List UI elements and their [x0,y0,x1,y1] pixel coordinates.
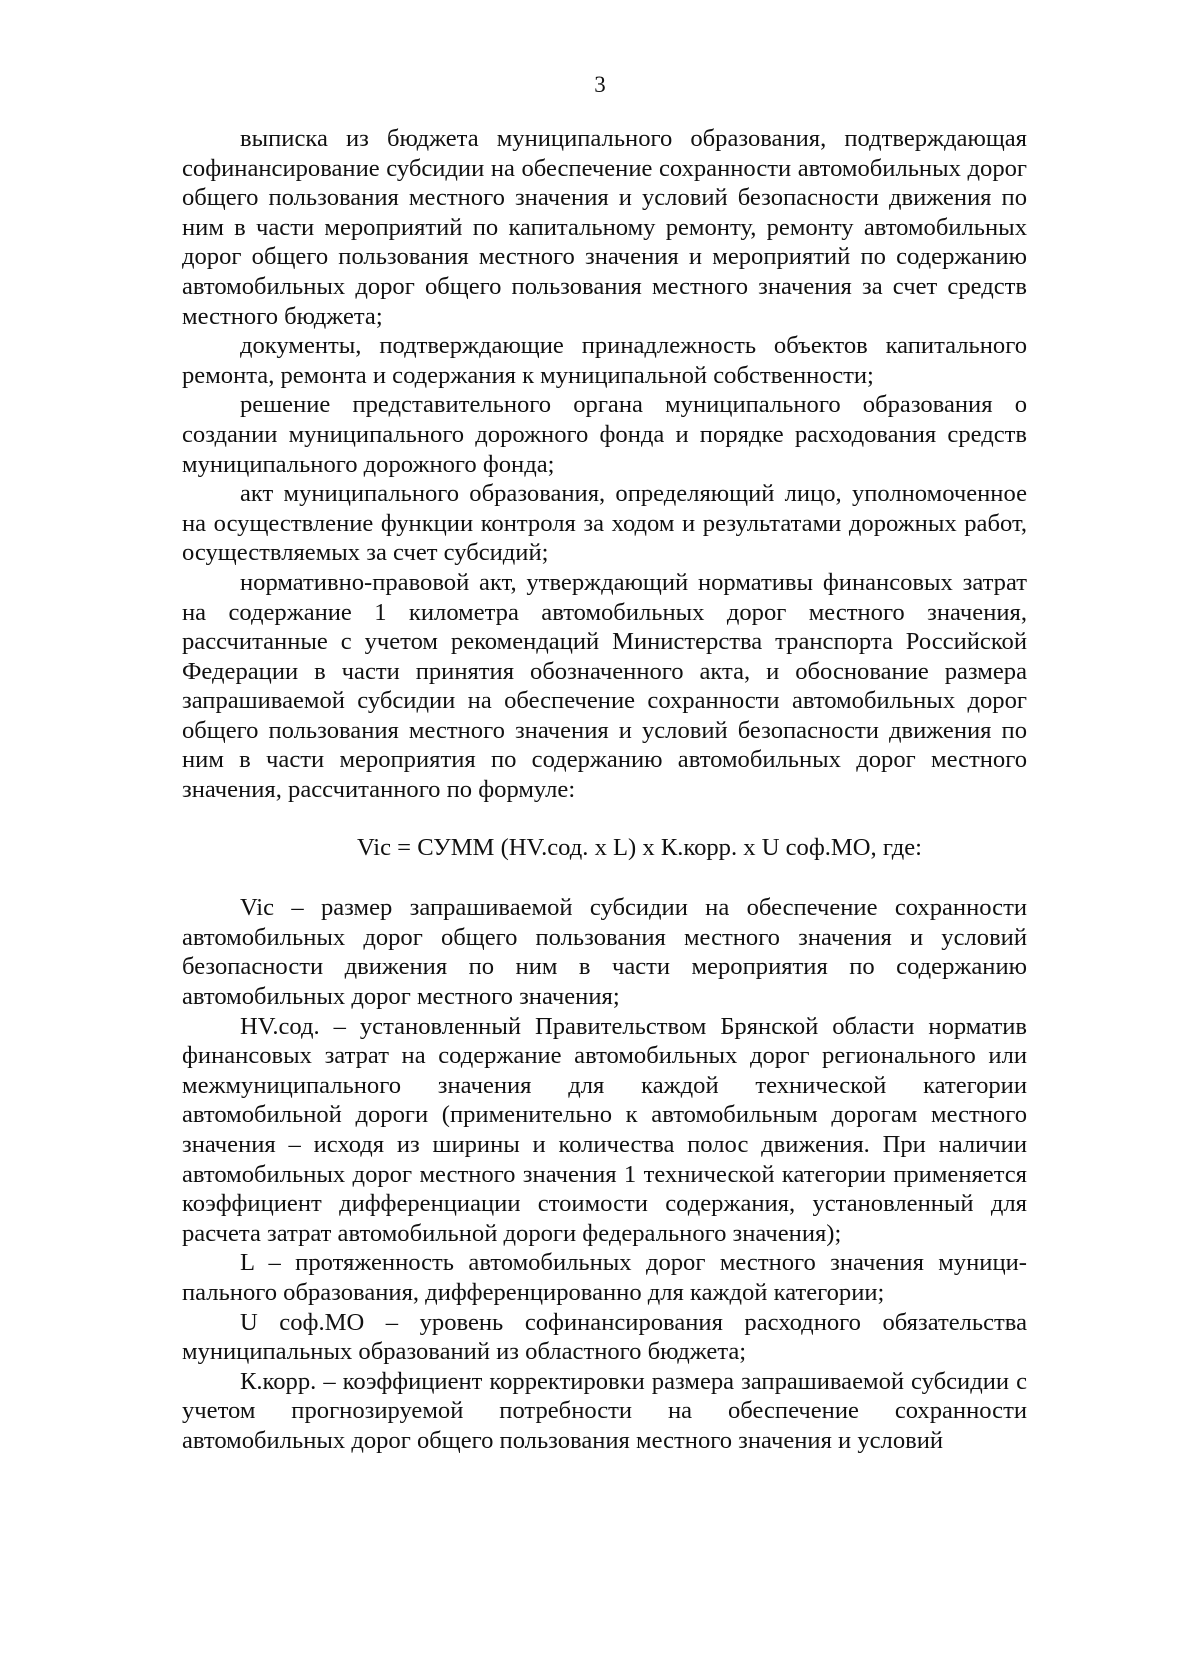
subsidy-formula: Vic = СУММ (HV.сод. х L) х К.корр. х U соф.МО, где: [357,833,922,861]
document-body [182,124,1027,1456]
definition-vic: Vic – размер запрашиваемой субсидии на обеспечение сохранности автомобильных дорог общего пользования местного значения и условий безопасности движения по ним в части мероприятия по содержанию автомобильных дорог местного значения; [182,894,1027,1011]
paragraph-budget-extract: выписка из бюджета муниципального образования, подтверждающая софинансирование субсидии на обеспечение сохранности автомобильных дорог общего пользования местного значения и условий безопасности движения по ним в части мероприятий по капитальному ремонту, ремонту автомобильных дорог общего пользования местного значения и мероприятий по содержанию автомобильных дорог общего пользования местного значения за счет средств местного бюджета; [182,125,1027,330]
paragraph-ownership-documents: документы, подтверждающие принадлежность объектов капитального ремонта, ремонта и содержания к муниципальной собственности; [182,332,1027,389]
definition-hv: HV.сод. – установленный Правительством Брянской области норматив финансовых затрат на содержание автомобильных дорог регионального или межмуниципального значения для каждой технической категории автомобильной дороги (применительно к автомобильным дорогам местного значения – исходя из ширины и количества полос движения. При наличии автомобильных дорог местного значения 1 технической категории применяется коэффициент дифференциации стоимости содержания, установленный для расчета затрат автомобильной дороги федерального значения); [182,1012,1027,1247]
definition-k-correction: К.корр. – коэффициент корректировки размера запрашиваемой субсидии с учетом прогнозируемой потребности на обеспечение сохранности автомобильных дорог общего пользования местного значения и условий [182,1367,1027,1454]
page-number: 3 [594,72,606,97]
paragraph-control-act: акт муниципального образования, определяющий лицо, уполномоченное на осуществление функции контроля за ходом и результатами дорожных работ, осуществляемых за счет субсидий; [182,480,1027,567]
paragraph-road-fund-decision: решение представительного органа муниципального образования о создании муниципального дорожного фонда и порядке расходования средств муниципального дорожного фонда; [182,391,1027,478]
definition-l: L – протяженность автомобильных дорог местного значения муниципального образования, дифференцированно для каждой категории; [182,1249,1027,1306]
definition-u-cofinancing: U соф.МО – уровень софинансирования расходного обязательства муниципальных образований из областного бюджета; [182,1308,1027,1366]
paragraph-normative-act: нормативно-правовой акт, утверждающий нормативы финансовых затрат на содержание 1 километра автомобильных дорог местного значения, рассчитанные с учетом рекомендаций Министерства транспорта Российской Федерации в части принятия обозначенного акта, и обоснование размера запрашиваемой субсидии на обеспечение сохранности автомобильных дорог общего пользования местного значения и условий безопасности движения по ним в части мероприятия по содержанию автомобильных дорог местного значения, рассчитанного по формуле: [182,568,1027,804]
